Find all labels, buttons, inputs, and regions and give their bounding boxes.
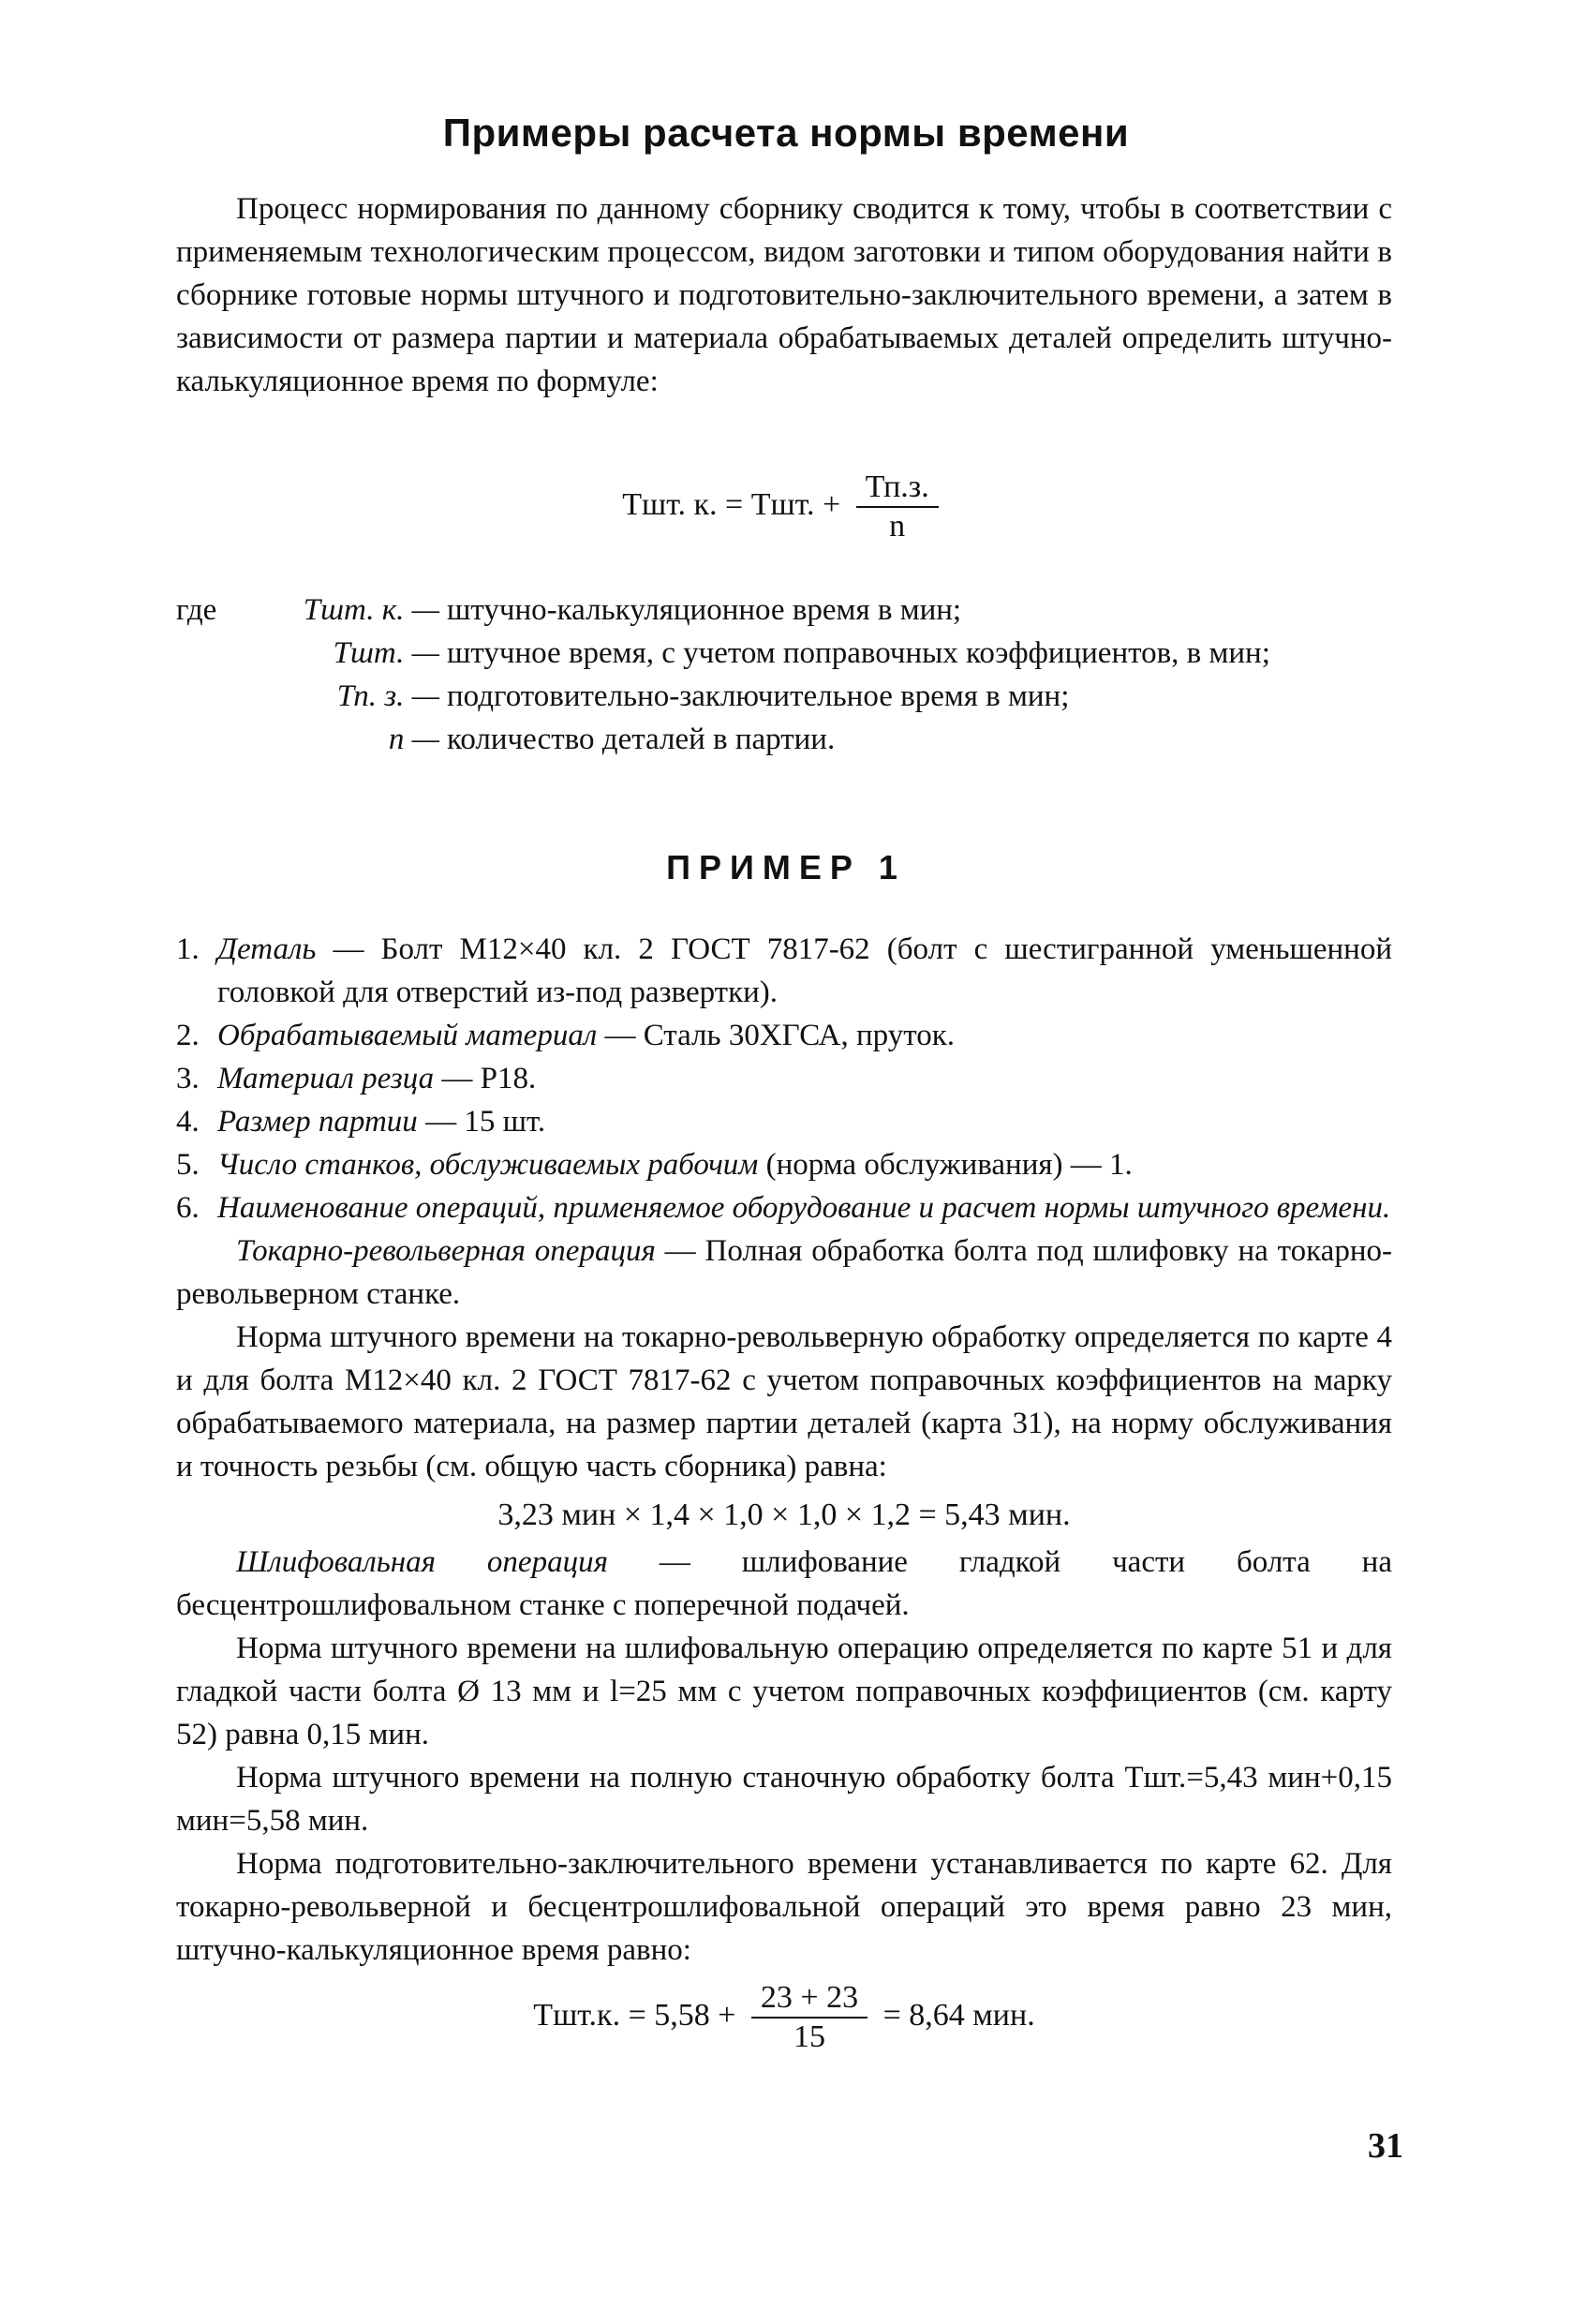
list-text: — Сталь 30ХГСА, пруток.	[597, 1019, 955, 1052]
list-text: — Болт М12×40 кл. 2 ГОСТ 7817-62 (болт с шестигранной уменьшенной головкой для отверстий из-под развертки).	[217, 932, 1392, 1009]
total-piece-time-paragraph: Норма штучного времени на полную станочную обработку болта Тшт.=5,43 мин+0,15 мин=5,58 мин.	[176, 1761, 1392, 1838]
operation-label: Токарно-револьверная операция	[236, 1234, 656, 1268]
list-label: Деталь	[217, 932, 317, 966]
intro-paragraph-block	[176, 187, 1392, 403]
setup-time-paragraph: Норма подготовительно-заключительного времени устанавливается по карте 62. Для токарно-револьверной и бесцентрошлифовальной операций это время равно 23 мин, штучно-калькуляционное время равно:	[176, 1847, 1392, 1967]
list-number: 5.	[176, 1148, 200, 1182]
where-symbol: Тп. з. —	[336, 679, 439, 713]
list-number: 3.	[176, 1062, 200, 1095]
where-row	[176, 675, 1392, 718]
where-lead: где	[176, 593, 217, 627]
list-label: Обрабатываемый материал	[217, 1019, 598, 1052]
turret-operation-paragraph	[176, 1229, 1392, 1316]
list-number: 1.	[176, 932, 200, 966]
where-description: штучное время, с учетом поправочных коэффициентов, в мин;	[447, 636, 1270, 670]
list-text: (норма обслуживания) — 1.	[758, 1148, 1133, 1182]
operation-text: — Полная обработка болта под шлифовку на токарно-револьверном станке.	[176, 1234, 1392, 1311]
list-text: — Р18.	[434, 1062, 537, 1095]
formula-main-numerator: Тп.з.	[856, 469, 939, 508]
formula-main-denominator: n	[889, 509, 906, 544]
grinding-norm-paragraph: Норма штучного времени на шлифовальную операцию определяется по карте 51 и для гладкой части болта Ø 13 мм и l=25 мм с учетом поправочных коэффициентов (см. карту 52) равна 0,15 мин.	[176, 1631, 1392, 1751]
grinding-operation-paragraph	[176, 1541, 1392, 1627]
list-item	[176, 1100, 1392, 1143]
operation-text: — шлифование гладкой части болта на бесцентрошлифовальном станке с поперечной подачей.	[176, 1545, 1392, 1622]
list-text: — 15 шт.	[417, 1105, 546, 1139]
where-row	[176, 718, 1392, 761]
page-title: Примеры расчета нормы времени	[442, 111, 1130, 155]
list-label: Размер партии	[217, 1105, 418, 1139]
formula-final-denominator: 15	[793, 2019, 826, 2054]
formula-final-rhs: = 8,64 мин.	[882, 1997, 1035, 2033]
formula-final-fraction	[751, 1979, 868, 2056]
page-number: 31	[1368, 2126, 1403, 2166]
where-symbol: n —	[388, 723, 439, 756]
formula-final-numerator: 23 + 23	[751, 1979, 868, 2019]
example-list	[176, 928, 1392, 2056]
list-item	[176, 928, 1392, 1014]
list-number: 6.	[176, 1191, 200, 1225]
turret-norm-paragraph: Норма штучного времени на токарно-револьверную обработку определяется по карте 4 и для болта М12×40 кл. 2 ГОСТ 7817-62 с учетом поправочных коэффициентов на марку обрабатываемого материала, на размер партии деталей (карта 31), на норму обслуживания и точность резьбы (см. общую часть сборника) равна:	[176, 1320, 1392, 1483]
list-number: 4.	[176, 1105, 200, 1139]
list-number: 2.	[176, 1019, 200, 1052]
where-definitions	[176, 588, 1392, 761]
formula-final	[176, 1979, 1392, 2056]
list-label: Наименование операций, применяемое оборудование и расчет нормы штучного времени.	[217, 1191, 1391, 1225]
operation-label: Шлифовальная операция	[236, 1545, 608, 1579]
where-symbol: Тшт. к. —	[303, 593, 439, 627]
formula-main-fraction	[856, 469, 939, 545]
formula-main-lhs: Тшт. к. = Тшт. +	[622, 486, 841, 522]
where-symbol: Тшт. —	[333, 636, 439, 670]
intro-paragraph: Процесс нормирования по данному сборнику сводится к тому, чтобы в соответствии с применяемым технологическим процессом, видом заготовки и типом оборудования найти в сборнике готовые нормы штучного и подготовительно-заключительного времени, а затем в зависимости от размера партии и материала обрабатываемых деталей определить штучно-калькуляционное время по формуле:	[176, 192, 1392, 398]
where-description: подготовительно-заключительное время в мин;	[447, 679, 1070, 713]
section-title: ПРИМЕР 1	[666, 848, 906, 886]
list-item	[176, 1057, 1392, 1100]
formula-main	[176, 469, 1392, 545]
list-item	[176, 1186, 1392, 1229]
where-description: штучно-калькуляционное время в мин;	[447, 593, 962, 627]
list-item	[176, 1143, 1392, 1186]
list-item	[176, 1014, 1392, 1057]
where-row	[176, 632, 1392, 675]
formula-turret-calc: 3,23 мин × 1,4 × 1,0 × 1,0 × 1,2 = 5,43 мин.	[497, 1497, 1071, 1532]
where-row	[176, 588, 1392, 632]
list-label: Число станков, обслуживаемых рабочим	[217, 1148, 759, 1182]
formula-final-lhs: Тшт.к. = 5,58 +	[533, 1997, 736, 2033]
list-label: Материал резца	[217, 1062, 435, 1095]
where-description: количество деталей в партии.	[447, 723, 836, 756]
